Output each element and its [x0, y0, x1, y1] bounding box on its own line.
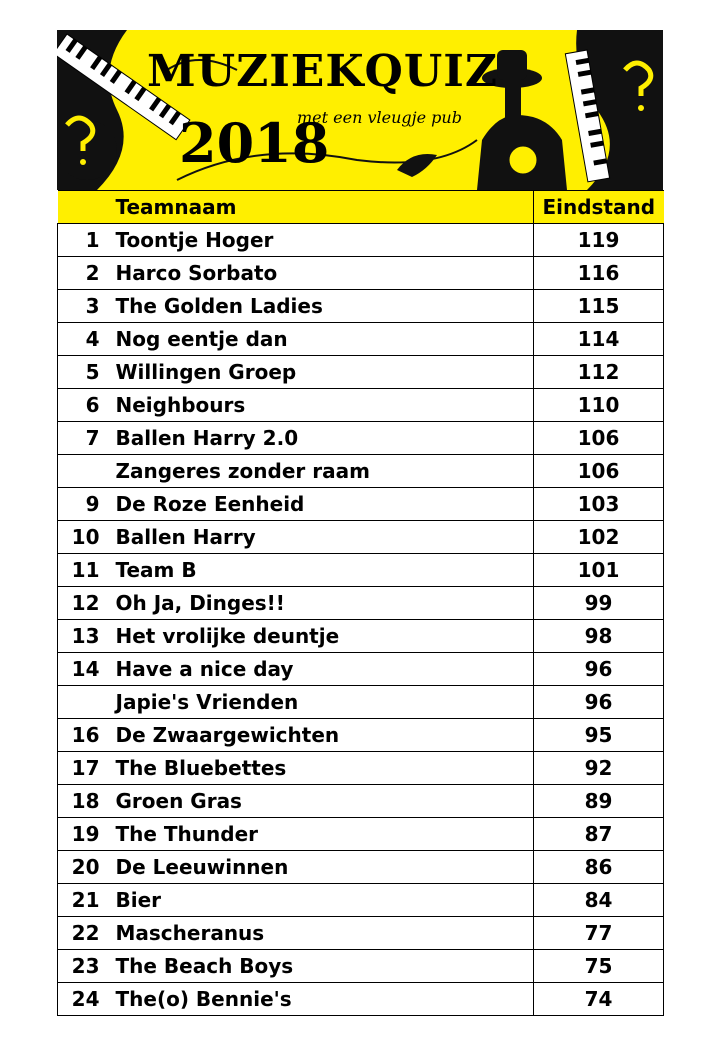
banner-year: 2018	[179, 111, 330, 175]
score-cell: 86	[534, 851, 664, 884]
team-name-cell: Mascheranus	[102, 917, 534, 950]
score-cell: 98	[534, 620, 664, 653]
rank-cell: 19	[58, 818, 102, 851]
team-name-cell: Harco Sorbato	[102, 257, 534, 290]
team-name-cell: Het vrolijke deuntje	[102, 620, 534, 653]
rank-cell: 24	[58, 983, 102, 1016]
table-row	[58, 719, 664, 752]
score-cell: 87	[534, 818, 664, 851]
score-cell: 106	[534, 422, 664, 455]
table-row	[58, 224, 664, 257]
table-row	[58, 851, 664, 884]
table-row	[58, 356, 664, 389]
team-name-cell: Bier	[102, 884, 534, 917]
table-row	[58, 818, 664, 851]
team-name-cell: Ballen Harry	[102, 521, 534, 554]
team-name-cell: Toontje Hoger	[102, 224, 534, 257]
banner-subtitle: met een vleugje pub	[297, 108, 462, 127]
table-row	[58, 290, 664, 323]
team-name-cell: Team B	[102, 554, 534, 587]
rank-cell: 4	[58, 323, 102, 356]
score-cell: 106	[534, 455, 664, 488]
team-name-cell: Oh Ja, Dinges!!	[102, 587, 534, 620]
table-row	[58, 587, 664, 620]
team-name-cell: The Bluebettes	[102, 752, 534, 785]
score-cell: 75	[534, 950, 664, 983]
team-name-cell: De Zwaargewichten	[102, 719, 534, 752]
score-cell: 74	[534, 983, 664, 1016]
table-row	[58, 620, 664, 653]
rank-cell: 1	[58, 224, 102, 257]
table-row	[58, 521, 664, 554]
table-row	[58, 752, 664, 785]
team-name-cell: Japie's Vrienden	[102, 686, 534, 719]
rank-cell: 11	[58, 554, 102, 587]
score-cell: 112	[534, 356, 664, 389]
table-row	[58, 950, 664, 983]
score-cell: 77	[534, 917, 664, 950]
table-row	[58, 455, 664, 488]
rank-cell: 18	[58, 785, 102, 818]
table-row	[58, 884, 664, 917]
table-row	[58, 686, 664, 719]
rank-cell: 10	[58, 521, 102, 554]
table-row	[58, 323, 664, 356]
rank-cell: 9	[58, 488, 102, 521]
score-cell: 119	[534, 224, 664, 257]
rank-cell: 21	[58, 884, 102, 917]
score-cell: 101	[534, 554, 664, 587]
results-table	[57, 190, 664, 1016]
rank-cell: 2	[58, 257, 102, 290]
score-cell: 95	[534, 719, 664, 752]
table-row	[58, 422, 664, 455]
table-row	[58, 653, 664, 686]
score-cell: 116	[534, 257, 664, 290]
rank-cell: 16	[58, 719, 102, 752]
team-name-cell: Willingen Groep	[102, 356, 534, 389]
team-name-cell: De Roze Eenheid	[102, 488, 534, 521]
table-row	[58, 917, 664, 950]
table-row	[58, 983, 664, 1016]
table-row	[58, 488, 664, 521]
rank-cell: 20	[58, 851, 102, 884]
rank-cell	[58, 455, 102, 488]
score-cell: 114	[534, 323, 664, 356]
team-name-cell: Ballen Harry 2.0	[102, 422, 534, 455]
table-row	[58, 389, 664, 422]
score-cell: 115	[534, 290, 664, 323]
score-cell: 84	[534, 884, 664, 917]
team-name-cell: The Thunder	[102, 818, 534, 851]
score-cell: 102	[534, 521, 664, 554]
team-name-cell: The Golden Ladies	[102, 290, 534, 323]
rank-cell: 17	[58, 752, 102, 785]
results-sheet	[57, 30, 663, 1016]
quiz-banner	[57, 30, 663, 190]
rank-cell: 13	[58, 620, 102, 653]
rank-cell: 14	[58, 653, 102, 686]
header-final-score: Eindstand	[534, 191, 664, 224]
header-rank	[58, 191, 102, 224]
team-name-cell: Have a nice day	[102, 653, 534, 686]
score-cell: 110	[534, 389, 664, 422]
banner-title: MUZIEKQUIZ	[147, 46, 498, 97]
team-name-cell: Neighbours	[102, 389, 534, 422]
table-row	[58, 257, 664, 290]
rank-cell: 7	[58, 422, 102, 455]
rank-cell: 6	[58, 389, 102, 422]
score-cell: 103	[534, 488, 664, 521]
header-team-name: Teamnaam	[102, 191, 534, 224]
rank-cell: 3	[58, 290, 102, 323]
team-name-cell: Groen Gras	[102, 785, 534, 818]
score-cell: 96	[534, 686, 664, 719]
team-name-cell: The Beach Boys	[102, 950, 534, 983]
score-cell: 96	[534, 653, 664, 686]
team-name-cell: Zangeres zonder raam	[102, 455, 534, 488]
rank-cell: 22	[58, 917, 102, 950]
table-row	[58, 554, 664, 587]
rank-cell: 5	[58, 356, 102, 389]
rank-cell	[58, 686, 102, 719]
score-cell: 89	[534, 785, 664, 818]
score-cell: 99	[534, 587, 664, 620]
score-cell: 92	[534, 752, 664, 785]
table-header-row	[58, 191, 664, 224]
team-name-cell: De Leeuwinnen	[102, 851, 534, 884]
team-name-cell: Nog eentje dan	[102, 323, 534, 356]
table-row	[58, 785, 664, 818]
rank-cell: 12	[58, 587, 102, 620]
rank-cell: 23	[58, 950, 102, 983]
team-name-cell: The(o) Bennie's	[102, 983, 534, 1016]
